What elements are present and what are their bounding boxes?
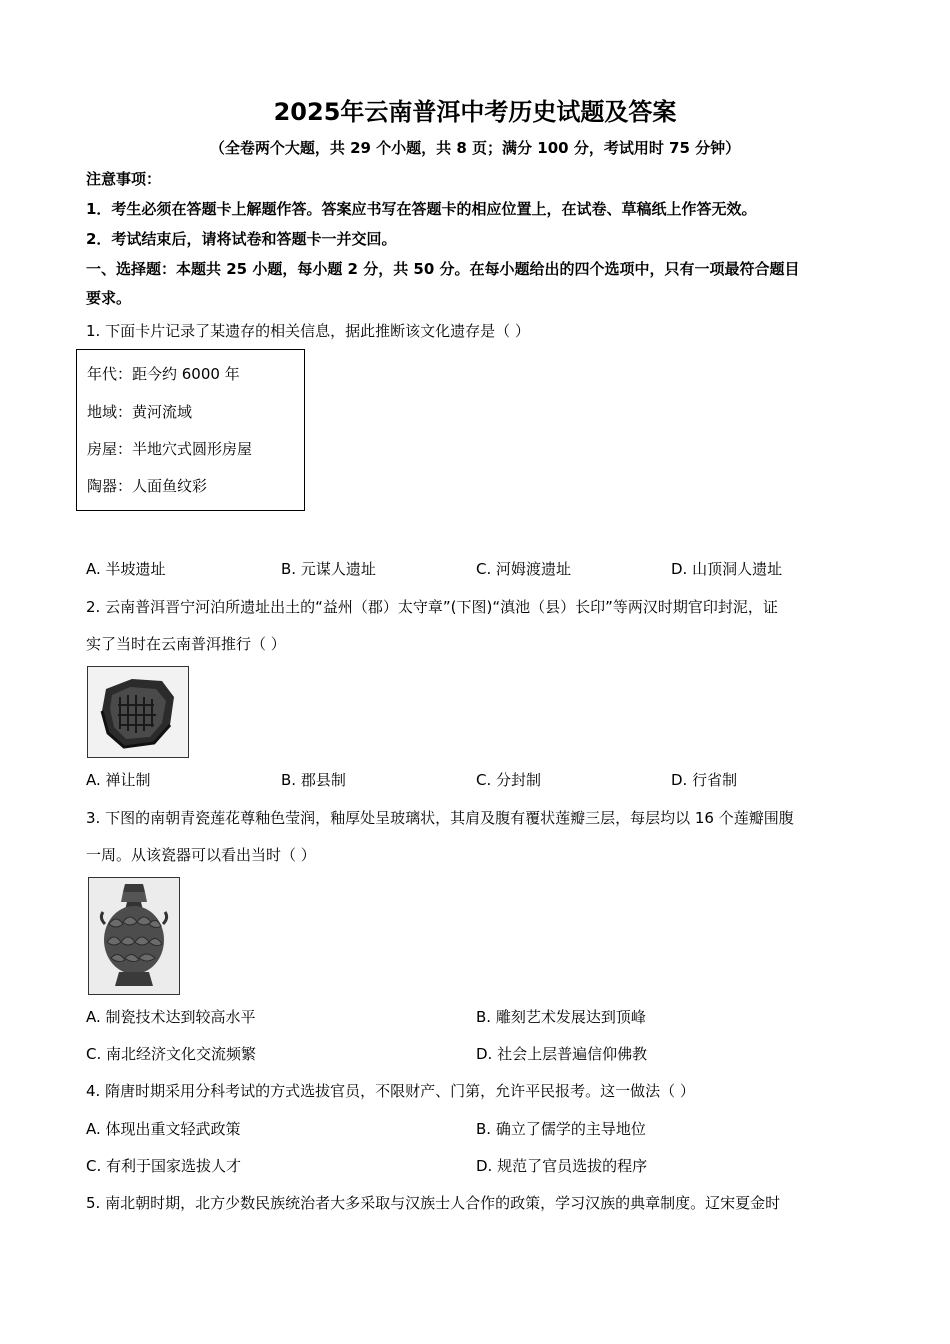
q2-option-a: A. 禅让制 bbox=[86, 771, 151, 789]
q5-stem: 5. 南北朝时期，北方少数民族统治者大多采取与汉族士人合作的政策，学习汉族的典章制度。辽宋夏金时 bbox=[86, 1194, 781, 1212]
card-pottery: 陶器：人面鱼纹彩 bbox=[87, 477, 208, 495]
card-region: 地域：黄河流域 bbox=[87, 403, 193, 421]
notes-heading: 注意事项： bbox=[86, 170, 162, 188]
q3-stem-line1: 3. 下图的南朝青瓷莲花尊釉色莹润，釉厚处呈玻璃状，其肩及腹有覆状莲瓣三层，每层均以 16 个莲瓣围腹 bbox=[86, 809, 794, 827]
section-1-heading-cont: 要求。 bbox=[86, 289, 132, 307]
q1-info-card bbox=[76, 349, 305, 511]
q1-option-a: A. 半坡遗址 bbox=[86, 560, 166, 578]
q1-option-b: B. 元谋人遗址 bbox=[281, 560, 376, 578]
exam-subtitle: （全卷两个大题，共 29 个小题，共 8 页；满分 100 分，考试用时 75 分钟） bbox=[209, 139, 741, 157]
lotus-vessel-image bbox=[88, 877, 180, 995]
q3-option-d: D. 社会上层普遍信仰佛教 bbox=[476, 1045, 648, 1063]
q3-option-c: C. 南北经济文化交流频繁 bbox=[86, 1045, 257, 1063]
note-2: 2．考试结束后，请将试卷和答题卡一并交回。 bbox=[86, 230, 397, 248]
section-1-heading: 一、选择题：本题共 25 小题，每小题 2 分，共 50 分。在每小题给出的四个选项中，只有一项最符合题目 bbox=[86, 260, 800, 278]
q2-stem-line1: 2. 云南普洱晋宁河泊所遗址出土的“益州（郡）太守章”(下图)“滇池（县）长印”等两汉时期官印封泥，证 bbox=[86, 598, 778, 616]
q3-option-a: A. 制瓷技术达到较高水平 bbox=[86, 1008, 256, 1026]
q2-stem-line2: 实了当时在云南普洱推行（ ） bbox=[86, 635, 286, 653]
q2-option-d: D. 行省制 bbox=[671, 771, 738, 789]
seal-clay-image bbox=[87, 666, 189, 758]
q1-stem: 1. 下面卡片记录了某遗存的相关信息，据此推断该文化遗存是（ ） bbox=[86, 322, 530, 340]
q1-option-c: C. 河姆渡遗址 bbox=[476, 560, 572, 578]
note-1: 1．考生必须在答题卡上解题作答。答案应书写在答题卡的相应位置上，在试卷、草稿纸上作答无效。 bbox=[86, 200, 757, 218]
q2-option-b: B. 郡县制 bbox=[281, 771, 346, 789]
q4-option-a: A. 体现出重文轻武政策 bbox=[86, 1120, 241, 1138]
card-era: 年代：距今约 6000 年 bbox=[87, 365, 240, 383]
q1-option-d: D. 山顶洞人遗址 bbox=[671, 560, 783, 578]
card-house: 房屋：半地穴式圆形房屋 bbox=[87, 440, 253, 458]
page-title: 2025年云南普洱中考历史试题及答案 bbox=[273, 98, 677, 126]
q4-option-d: D. 规范了官员选拔的程序 bbox=[476, 1157, 648, 1175]
q2-option-c: C. 分封制 bbox=[476, 771, 542, 789]
q3-option-b: B. 雕刻艺术发展达到顶峰 bbox=[476, 1008, 646, 1026]
q4-option-b: B. 确立了儒学的主导地位 bbox=[476, 1120, 646, 1138]
q3-stem-line2: 一周。从该瓷器可以看出当时（ ） bbox=[86, 846, 316, 864]
q4-option-c: C. 有利于国家选拔人才 bbox=[86, 1157, 242, 1175]
q4-stem: 4. 隋唐时期采用分科考试的方式选拔官员，不限财产、门第，允许平民报考。这一做法（ ） bbox=[86, 1082, 695, 1100]
